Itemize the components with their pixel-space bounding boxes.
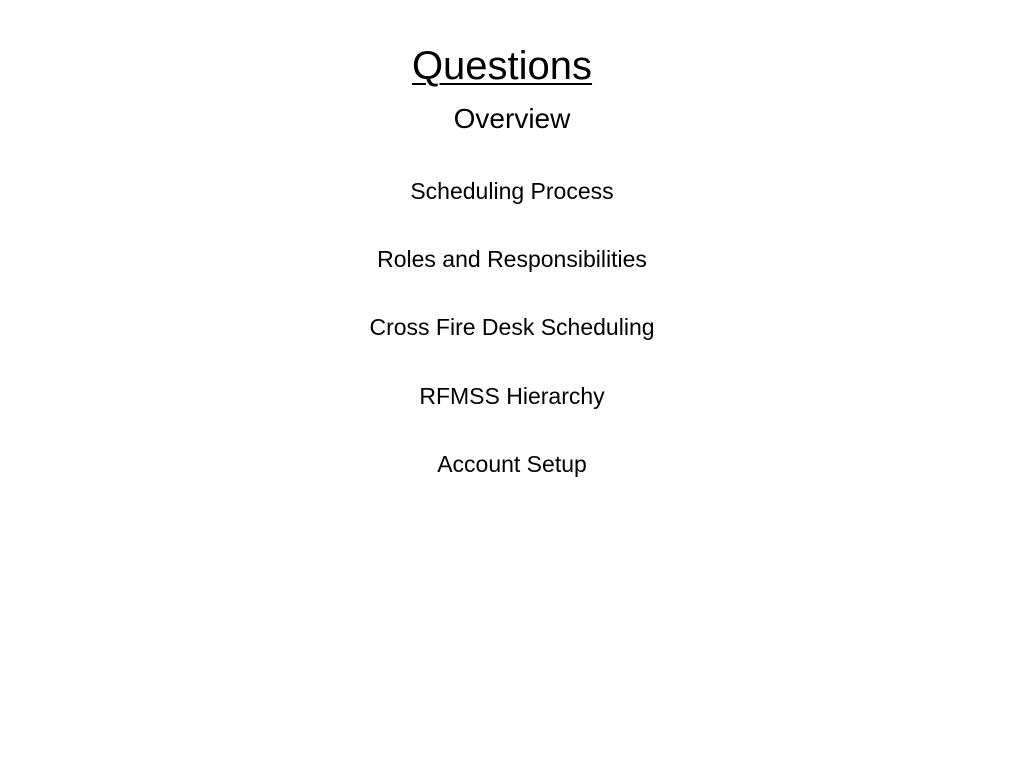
topic-item: Scheduling Process [410, 178, 614, 204]
slide-subtitle: Overview [453, 103, 571, 134]
topic-item: Roles and Responsibilities [377, 246, 647, 272]
topic-item: RFMSS Hierarchy [419, 383, 605, 409]
slide-title: Questions [411, 44, 593, 88]
topic-item: Cross Fire Desk Scheduling [369, 314, 655, 340]
topic-item: Account Setup [437, 451, 587, 477]
